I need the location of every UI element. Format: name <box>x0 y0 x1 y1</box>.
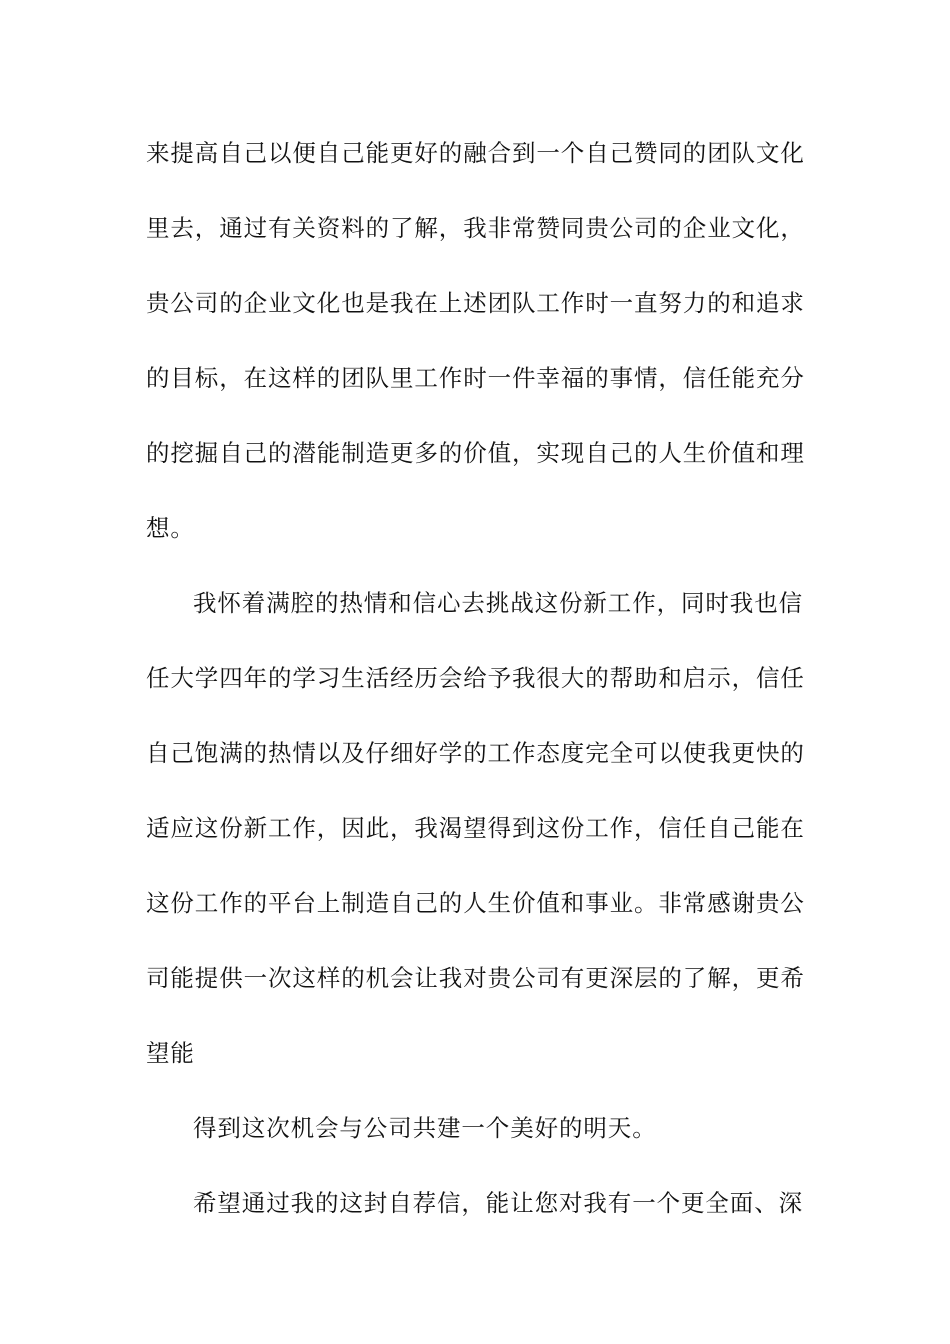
text-line: 我怀着满腔的热情和信心去挑战这份新工作，同时我也信 <box>193 589 803 617</box>
text-line: 得到这次机会与公司共建一个美好的明天。 <box>193 1114 657 1142</box>
text-line: 适应这份新工作，因此，我渴望得到这份工作，信任自己能在 <box>146 814 805 842</box>
text-line: 这份工作的平台上制造自己的人生价值和事业。非常感谢贵公 <box>146 889 805 917</box>
text-line: 任大学四年的学习生活经历会给予我很大的帮助和启示，信任 <box>146 664 805 692</box>
letter-body <box>146 129 808 1254</box>
text-line: 自己饱满的热情以及仔细好学的工作态度完全可以使我更快的 <box>146 739 805 767</box>
text-line: 望能 <box>146 1039 195 1067</box>
text-line: 想。 <box>146 514 195 542</box>
text-line: 贵公司的企业文化也是我在上述团队工作时一直努力的和追求 <box>146 289 805 317</box>
text-line: 的目标，在这样的团队里工作时一件幸福的事情，信任能充分 <box>146 364 805 392</box>
text-line: 希望通过我的这封自荐信，能让您对我有一个更全面、深 <box>193 1189 803 1217</box>
text-line: 的挖掘自己的潜能制造更多的价值，实现自己的人生价值和理 <box>146 439 805 467</box>
text-line: 来提高自己以便自己能更好的融合到一个自己赞同的团队文化 <box>146 139 805 167</box>
text-line: 司能提供一次这样的机会让我对贵公司有更深层的了解，更希 <box>146 964 805 992</box>
text-line: 里去，通过有关资料的了解，我非常赞同贵公司的企业文化， <box>146 214 805 242</box>
